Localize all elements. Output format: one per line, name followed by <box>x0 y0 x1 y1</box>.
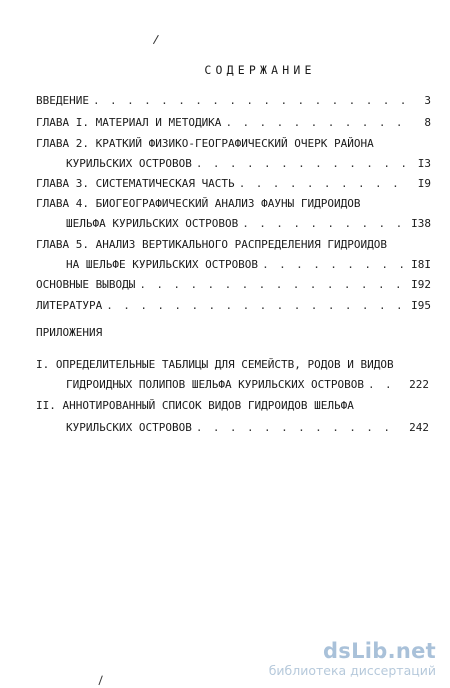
toc-page-number: I9 <box>417 177 431 190</box>
toc-entry-text: ГЛАВА 3. СИСТЕМАТИЧЕСКАЯ ЧАСТЬ <box>36 177 235 190</box>
dot-leader <box>368 378 403 392</box>
appendix-entry-text: ГИДРОИДНЫХ ПОЛИПОВ ШЕЛЬФА КУРИЛЬСКИХ ОСТРОВОВ <box>66 378 365 391</box>
dot-leader <box>106 299 405 313</box>
appendix-entry-text: I. ОПРЕДЕЛИТЕЛЬНЫЕ ТАБЛИЦЫ ДЛЯ СЕМЕЙСТВ, РОДОВ И ВИДОВ <box>36 358 394 371</box>
dot-leader <box>225 116 405 130</box>
toc-entry-text: ОСНОВНЫЕ ВЫВОДЫ <box>36 278 136 291</box>
toc-entry-conclusions <box>36 278 431 292</box>
appendix-entry-1 <box>36 358 394 372</box>
toc-entry-text: ГЛАВА I. МАТЕРИАЛ И МЕТОДИКА <box>36 116 222 129</box>
toc-page-number: 8 <box>424 116 431 129</box>
toc-page-number: I95 <box>411 299 431 312</box>
appendix-entry-text: КУРИЛЬСКИХ ОСТРОВОВ <box>66 421 192 434</box>
toc-entry-text: ШЕЛЬФА КУРИЛЬСКИХ ОСТРОВОВ <box>66 217 239 230</box>
toc-entry-chapter-4 <box>36 197 361 211</box>
toc-entry-text: ГЛАВА 2. КРАТКИЙ ФИЗИКО-ГЕОГРАФИЧЕСКИЙ ОЧЕРК РАЙОНА <box>36 137 374 150</box>
appendix-heading: ПРИЛОЖЕНИЯ <box>36 326 103 339</box>
page-title: СОДЕРЖАНИЕ <box>204 63 316 77</box>
toc-page-number: I3 <box>417 157 431 170</box>
toc-entry-chapter-1 <box>36 116 431 130</box>
appendix-entry-2-cont <box>66 421 429 435</box>
dot-leader <box>93 94 405 108</box>
toc-entry-chapter-5 <box>36 238 387 252</box>
toc-entry-chapter-3 <box>36 177 431 191</box>
toc-entry-text: ВВЕДЕНИЕ <box>36 94 89 107</box>
appendix-page-number: 222 <box>409 378 429 391</box>
toc-page-number: I38 <box>411 217 431 230</box>
toc-entry-text: ГЛАВА 5. АНАЛИЗ ВЕРТИКАЛЬНОГО РАСПРЕДЕЛЕНИЯ ГИДРОИДОВ <box>36 238 387 251</box>
appendix-entry-text: II. АННОТИРОВАННЫЙ СПИСОК ВИДОВ ГИДРОИДОВ ШЕЛЬФА <box>36 399 354 412</box>
toc-page-number: I8I <box>411 258 431 271</box>
appendix-page-number: 242 <box>409 421 429 434</box>
appendix-entry-1-cont <box>66 378 429 392</box>
dot-leader <box>262 258 405 272</box>
toc-page-number: I92 <box>411 278 431 291</box>
toc-entry-literature <box>36 299 431 313</box>
watermark-brand: dsLib.net <box>322 639 436 663</box>
toc-entry-chapter-2-cont <box>66 157 431 171</box>
toc-entry-text: ЛИТЕРАТУРА <box>36 299 103 312</box>
dot-leader <box>196 157 405 171</box>
toc-entry-chapter-4-cont <box>66 217 431 231</box>
watermark-subtitle: библиотека диссертаций <box>268 663 436 678</box>
dot-leader <box>242 217 405 231</box>
pen-mark <box>98 675 106 686</box>
toc-entry-chapter-5-cont <box>66 258 431 272</box>
dot-leader <box>196 421 403 435</box>
watermark <box>269 639 436 678</box>
dot-leader <box>139 278 405 292</box>
toc-entry-chapter-2 <box>36 137 374 151</box>
toc-page-number: 3 <box>424 94 431 107</box>
toc-entry-text: ГЛАВА 4. БИОГЕОГРАФИЧЕСКИЙ АНАЛИЗ ФАУНЫ ГИДРОИДОВ <box>36 197 361 210</box>
pen-mark <box>153 35 164 47</box>
toc-entry-text: НА ШЕЛЬФЕ КУРИЛЬСКИХ ОСТРОВОВ <box>66 258 259 271</box>
toc-entry-introduction <box>36 94 431 108</box>
dot-leader <box>239 177 405 191</box>
appendix-entry-2 <box>36 399 354 413</box>
toc-entry-text: КУРИЛЬСКИХ ОСТРОВОВ <box>66 157 192 170</box>
